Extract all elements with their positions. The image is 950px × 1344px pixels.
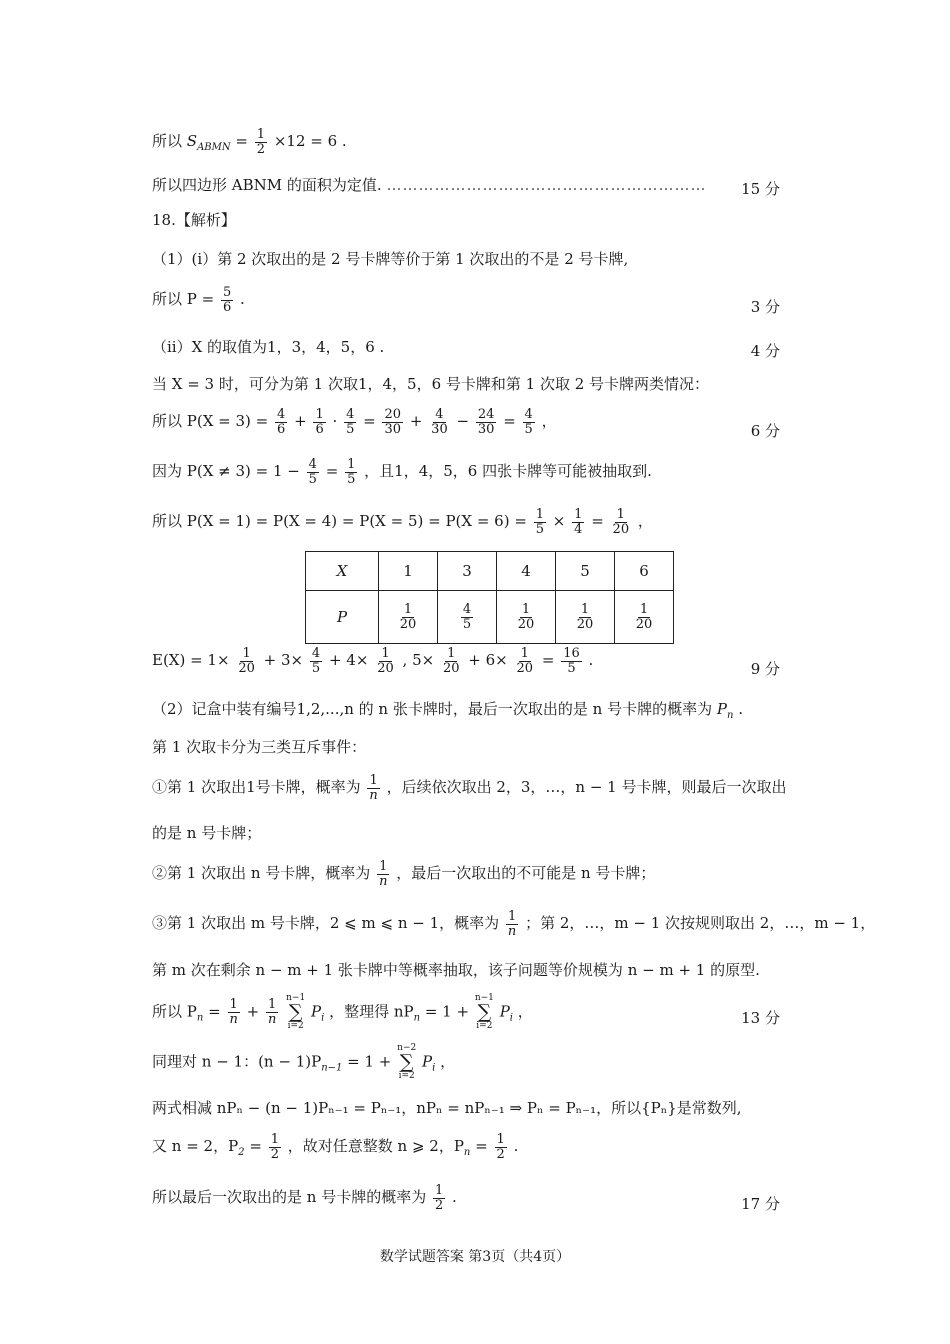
line-event-1-cont: 的是 n 号卡牌；	[152, 824, 262, 842]
table-cell: 6	[615, 552, 674, 591]
line-area-constant: 所以四边形 ABNM 的面积为定值. ……………………………………………………	[152, 176, 707, 194]
line-part-1-ii: （ii）X 的取值为1，3，4，5，6 .	[152, 338, 385, 356]
question-18-heading: 18.【解析】	[152, 211, 236, 229]
score-15: 15 分	[741, 180, 780, 198]
fraction: $\frac{1}{2}$	[256, 127, 266, 157]
line-p2: 又 n = 2，$P_2$ = $\frac{1}{2}$ ，故对任意整数 n ⩾ 2，$P_n$ = $\frac{1}{2}$ .	[152, 1132, 519, 1162]
summation: n−2 ∑ i=2	[397, 1043, 417, 1081]
table-cell: $\frac{1}{20}$	[615, 591, 674, 644]
line-px3: 所以 P(X = 3) = $\frac{4}{6}$ + $\frac{1}{6}$ · $\frac{4}{5}$ = $\frac{20}{30}$ + $\frac{4}{30}$ − $\frac{24}{30}$ = $\frac{4}{5}$ ，	[152, 407, 557, 437]
table-row	[306, 552, 674, 591]
line-area-formula: 所以 $S_{ABMN}$ = $\frac{1}{2}$ ×12 = 6 .	[152, 127, 347, 157]
table-cell: $\frac{1}{20}$	[379, 591, 438, 644]
table-cell: 1	[379, 552, 438, 591]
fraction: $\frac{5}{6}$	[222, 285, 232, 315]
score-6: 6 分	[750, 422, 780, 440]
line-event-3-cont: 第 m 次在剩余 n − m + 1 张卡牌中等概率抽取，该子问题等价规模为 n − m + 1 的原型.	[152, 961, 760, 979]
summation: n−1 ∑ i=2	[286, 993, 306, 1031]
score-17: 17 分	[741, 1195, 780, 1213]
line-expectation: E(X) = 1× $\frac{1}{20}$ + 3× $\frac{4}{5}$ + 4× $\frac{1}{20}$ , 5× $\frac{1}{20}$ + 6× $\frac{1}{20}$ = $\frac{16}{5}$ .	[152, 646, 594, 676]
line-part-1-i: （1）(i）第 2 次取出的是 2 号卡牌等价于第 1 次取出的不是 2 号卡牌,	[152, 250, 629, 268]
line-event-2: ②第 1 次取出 n 号卡牌，概率为 $\frac{1}{n}$ ，最后一次取出的不可能是 n 号卡牌；	[152, 859, 656, 889]
table-row	[306, 591, 674, 644]
line-event-1: ①第 1 次取出1号卡牌，概率为 $\frac{1}{n}$ ，后续依次取出 2，3，…，n − 1 号卡牌，则最后一次取出	[152, 773, 787, 803]
line-conclusion: 所以最后一次取出的是 n 号卡牌的概率为 $\frac{1}{2}$ .	[152, 1183, 457, 1213]
score-4: 4 分	[750, 342, 780, 360]
table-cell: 4	[497, 552, 556, 591]
table-cell: 3	[438, 552, 497, 591]
line-three-events: 第 1 次取卡分为三类互斥事件：	[152, 738, 367, 756]
line-part-2: （2）记盒中装有编号1,2,...,n 的 n 张卡牌时，最后一次取出的是 n 号卡牌的概率为 $P_n$ .	[152, 700, 743, 721]
table-cell: $\frac{1}{20}$	[497, 591, 556, 644]
table-cell: P	[306, 591, 379, 644]
line-subtract: 两式相减 nPₙ − (n − 1)Pₙ₋₁ = Pₙ₋₁，nPₙ = nPₙ₋₁ ⇒ Pₙ = Pₙ₋₁，所以{Pₙ}是常数列,	[152, 1099, 742, 1117]
page-footer: 数学试题答案 第3页（共4页）	[379, 1249, 571, 1265]
line-case-x3: 当 X = 3 时，可分为第 1 次取1，4，5，6 号卡牌和第 1 次取 2 号卡牌两类情况：	[152, 375, 710, 393]
score-9: 9 分	[750, 660, 780, 678]
summation: n−1 ∑ i=2	[474, 993, 494, 1031]
table-cell: $\frac{1}{20}$	[556, 591, 615, 644]
score-3: 3 分	[750, 298, 780, 316]
table-cell: $\frac{4}{5}$	[438, 591, 497, 644]
line-px-not-3: 因为 P(X ≠ 3) = 1 − $\frac{4}{5}$ = $\frac{1}{5}$ ，且1，4，5，6 四张卡牌等可能被抽取到.	[152, 457, 652, 487]
line-prob-5-6: 所以 P = $\frac{5}{6}$ .	[152, 285, 245, 315]
score-13: 13 分	[741, 1009, 780, 1027]
line-px-others: 所以 P(X = 1) = P(X = 4) = P(X = 5) = P(X = 6) = $\frac{1}{5}$ × $\frac{1}{4}$ = $\frac{1}{20}$ ，	[152, 507, 653, 537]
table-cell: 5	[556, 552, 615, 591]
line-event-3: ③第 1 次取出 m 号卡牌，2 ⩽ m ⩽ n − 1，概率为 $\frac{1}{n}$ ；第 2，…，m − 1 次按规则取出 2，…，m − 1，	[152, 909, 876, 939]
distribution-table	[305, 551, 674, 644]
line-pn-recursion: 所以 $P_n$ = $\frac{1}{n}$ + $\frac{1}{n}$ n−1 ∑ i=2 $P_i$ ，整理得 $nP_n = 1$ + n−1 ∑ i=2 $P_i$ ，	[152, 993, 533, 1031]
table-cell: X	[306, 552, 379, 591]
line-n-minus-1: 同理对 n − 1：$(n - 1)P_{n-1} = 1$ + n−2 ∑ i=2 $P_i$ ，	[152, 1043, 456, 1081]
